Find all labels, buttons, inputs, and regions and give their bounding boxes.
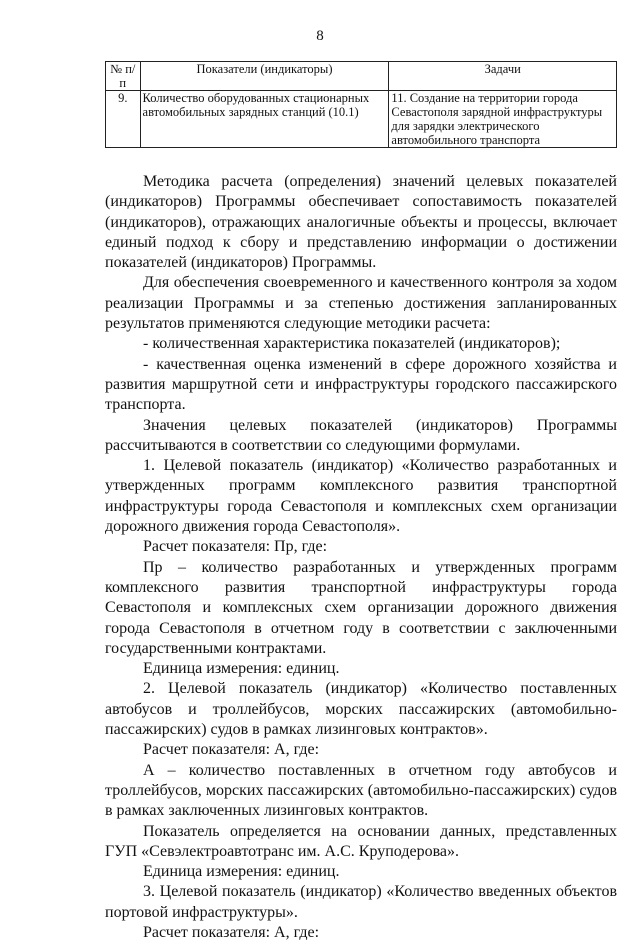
paragraph-indicator-3: 3. Целевой показатель (индикатор) «Количество введенных объектов портовой инфраструктуры».: [105, 883, 617, 921]
row-task: 11. Создание на территории города Севастополя зарядной инфраструктуры для зарядки электрического автомобильного транспорта: [389, 91, 617, 148]
paragraph-unit-1: Единица измерения: единиц.: [143, 660, 340, 678]
body-text: [105, 172, 617, 943]
paragraph-calc-2: Расчет показателя: А, где:: [143, 741, 320, 759]
header-tasks: Задачи: [389, 62, 617, 91]
page-number: 8: [316, 28, 324, 44]
indicators-table: [105, 61, 617, 148]
header-indicators: Показатели (индикаторы): [140, 62, 389, 91]
table-header-row: [106, 62, 617, 91]
paragraph-indicator-1: 1. Целевой показатель (индикатор) «Количество разработанных и утвержденных программ комплексного развития транспортной инфраструктуры города Севастополя и комплексных схем организации дорожного движения города Севастополя».: [105, 457, 617, 536]
paragraph-unit-2: Единица измерения: единиц.: [143, 863, 340, 881]
paragraph-control: Для обеспечения своевременного и качественного контроля за ходом реализации Программы и за степенью достижения запланированных результатов применяются следующие методики расчета:: [105, 274, 617, 333]
paragraph-calc-1: Расчет показателя: Пр, где:: [143, 538, 328, 556]
paragraph-quantitative: - количественная характеристика показателей (индикаторов);: [143, 335, 561, 353]
paragraph-indicator-2: 2. Целевой показатель (индикатор) «Количество поставленных автобусов и троллейбусов, морских пассажирских (автомобильно-пассажирских) судов в рамках лизинговых контрактов».: [105, 680, 617, 739]
row-indicator: Количество оборудованных стационарных автомобильных зарядных станций (10.1): [140, 91, 389, 148]
paragraph-source-2: Показатель определяется на основании данных, представленных ГУП «Севэлектроавтотранс им. А.С. Круподерова».: [105, 822, 617, 860]
paragraph-definition-2: А – количество поставленных в отчетном году автобусов и троллейбусов, морских пассажирских (автомобильно-пассажирских) судов в рамках заключенных лизинговых контрактов.: [105, 761, 617, 820]
paragraph-methodology: Методика расчета (определения) значений целевых показателей (индикаторов) Программы обеспечивает сопоставимость показателей (индикаторов), отражающих аналогичные объекты и процессы, включает единый подход к сбору и представлению информации о достижении показателей (индикаторов) Программы.: [105, 173, 617, 272]
header-number: № п/п: [106, 62, 141, 91]
paragraph-definition-1: Пр – количество разработанных и утвержденных программ комплексного развития транспортной инфраструктуры города Севастополя и комплексных схем организации дорожного движения города Севастополя в отчетном году в соответствии с заключенными государственными контрактами.: [105, 558, 617, 657]
paragraph-formulas: Значения целевых показателей (индикаторов) Программы рассчитываются в соответствии со следующими формулами.: [105, 416, 617, 454]
row-number: 9.: [106, 91, 141, 148]
paragraph-calc-3: Расчет показателя: А, где:: [143, 923, 320, 941]
paragraph-qualitative: - качественная оценка изменений в сфере дорожного хозяйства и развития маршрутной сети и инфраструктуры городского пассажирского транспорта.: [105, 355, 617, 414]
table-row: [106, 91, 617, 148]
